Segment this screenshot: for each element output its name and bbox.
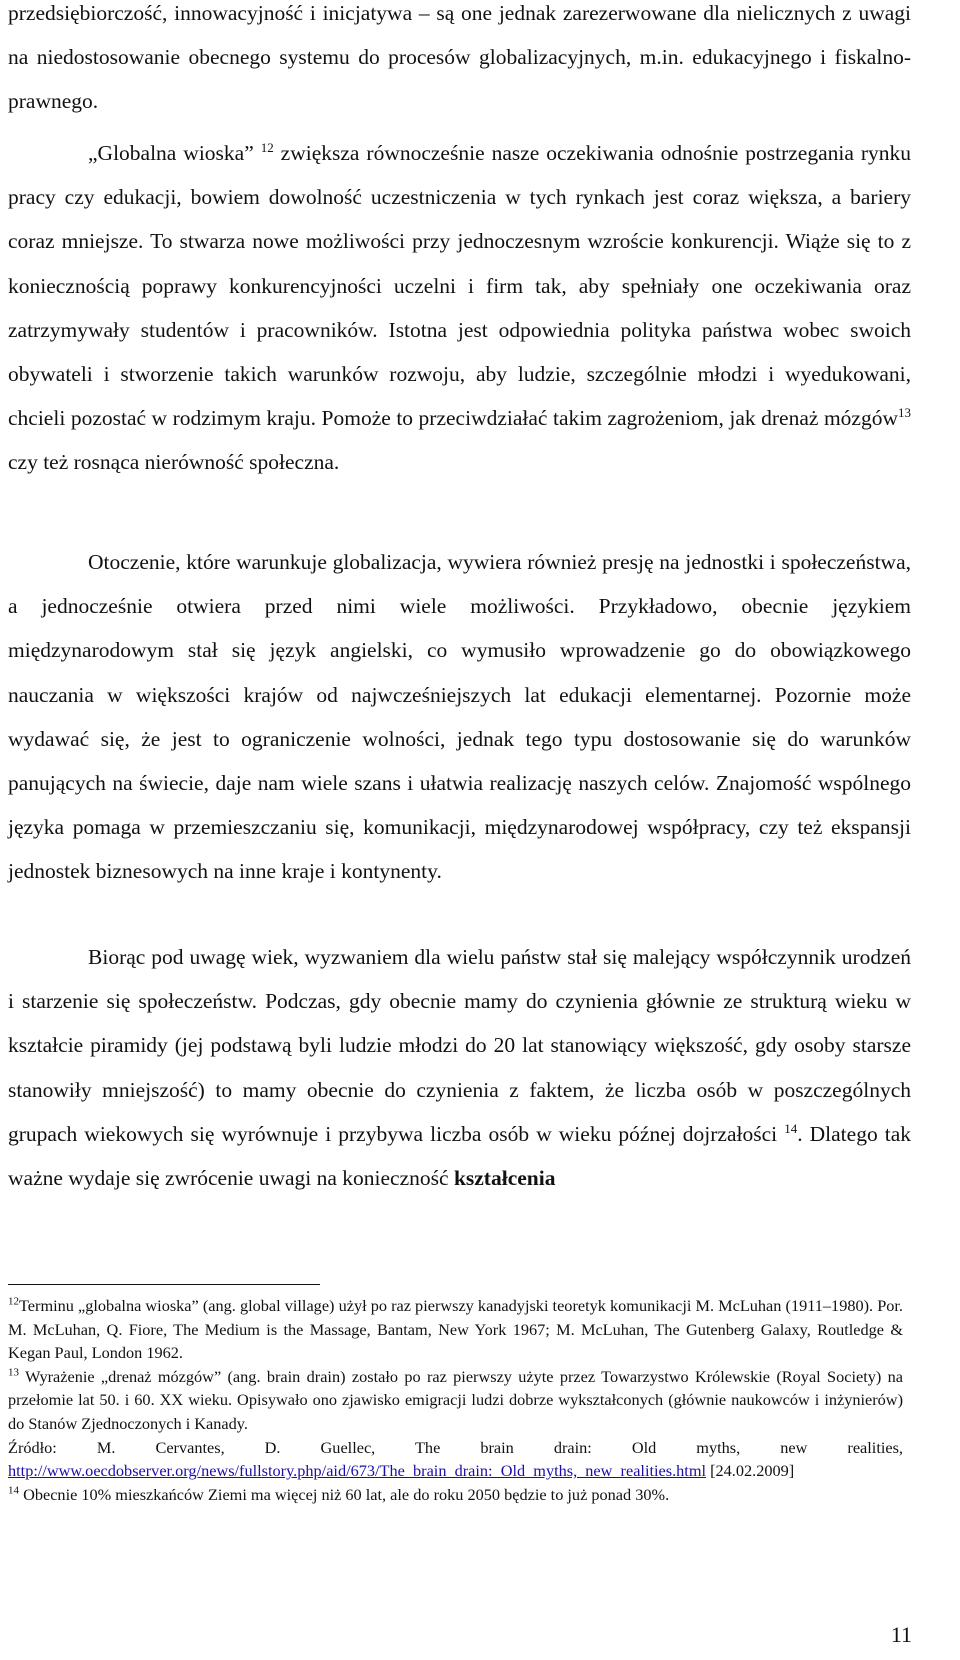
- footnote-14: [8, 1483, 903, 1507]
- footnote-text: Terminu „globalna wioska” (ang. global village) użył po raz pierwszy kanadyjski teoretyk komunikacji M. McLuhan (1911–1980). Por. M. McLuhan, Q. Fiore, The Medium is the Massage, Bantam, New York 1967; M. McLuhan, The Gutenberg Galaxy, Routledge & Kegan Paul, London 1962.: [8, 1296, 903, 1363]
- footnote-date: [24.02.2009]: [710, 1461, 795, 1481]
- footnote-text: Wyrażenie „drenaż mózgów” (ang. brain drain) zostało po raz pierwszy użyte przez Towarzystwo Królewskie (Royal Society) na przełomie lat 50. i 60. XX wieku. Opisywało ono zjawisko emigracji ludzi dobrze wykształconych (głównie naukowców i inżynierów) do Stanów Zjednoczonych i Kanady.: [8, 1366, 904, 1433]
- footnote-13: [8, 1365, 903, 1483]
- footnote-number: 14: [8, 1484, 19, 1497]
- p1-part-a: „Globalna wioska”: [88, 141, 254, 165]
- footnote-text: Obecnie 10% mieszkańców Ziemi ma więcej niż 60 lat, ale do roku 2050 będzie to już ponad 30%.: [23, 1484, 670, 1504]
- paragraph-environment: Otoczenie, które warunkuje globalizacja, wywiera również presję na jednostki i społeczeństwa, a jednocześnie otwiera przed nimi wiele możliwości. Przykładowo, obecnie językiem międzynarodowym stał się język angielski, co wymusiło wprowadzenie go do obowiązkowego nauczania w większości krajów od najwcześniejszych lat edukacji elementarnej. Pozornie może wydawać się, że jest to ograniczenie wolności, jednak tego typu dostosowanie się do warunków panujących na świecie, daje nam wiele szans i ułatwia realizację naszych celów. Znajomość wspólnego języka pomaga w przemieszczaniu się, komunikacji, międzynarodowej współpracy, czy też ekspansji jednostek biznesowych na inne kraje i kontynenty.: [8, 550, 911, 884]
- footnote-ref-12[interactable]: 12: [260, 139, 274, 155]
- p1-part-b: zwiększa równocześnie nasze oczekiwania odnośnie postrzegania rynku pracy czy edukacji, bowiem dowolność uczestniczenia w tych rynkach jest coraz większa, a bariery coraz mniejsze. To stwarza nowe możliwości przy jednoczesnym wzroście konkurencji. Wiąże się to z koniecznością poprawy konkurencyjności uczelni i firm tak, aby spełniały one oczekiwania oraz zatrzymywały studentów i pracowników. Istotna jest odpowiednia polityka państwa wobec swoich obywateli i stworzenie takich warunków rozwoju, aby ludzie, szczególnie młodzi i wyedukowani, chcieli pozostać w rodzimym kraju. Pomoże to przeciwdziałać takim zagrożeniom, jak drenaż mózgów: [8, 141, 911, 431]
- p1-part-c: czy też rosnąca nierówność społeczna.: [8, 450, 340, 475]
- footnote-number: 12: [8, 1295, 19, 1308]
- footnote-separator: [8, 1284, 320, 1285]
- footnote-ref-13[interactable]: 13: [898, 405, 911, 421]
- footnote-source: Źródło: M. Cervantes, D. Guellec, The brain drain: Old myths, new realities,: [8, 1437, 903, 1457]
- source-link[interactable]: http://www.oecdobserver.org/news/fullstory.php/aid/673/The_brain_drain:_Old_myths,_new_realities.html: [8, 1461, 707, 1481]
- paragraph-age: [8, 935, 911, 1200]
- p3-part-a: Biorąc pod uwagę wiek, wyzwaniem dla wielu państw stał się malejący współczynnik urodzeń i starzenie się społeczeństw. Podczas, gdy obecnie mamy do czynienia głównie ze strukturą wieku w kształcie piramidy (jej podstawą byli ludzie młodzi do 20 lat stanowiący większość, gdy osoby starsze stanowiły mniejszość) to mamy obecnie do czynienia z faktem, że liczba osób w poszczególnych grupach wiekowych się wyrównuje i przybywa liczba osób w wieku późnej dojrzałości: [8, 945, 911, 1146]
- p3-part-b: . Dlatego tak ważne wydaje się zwrócenie uwagi na konieczność: [8, 1121, 912, 1191]
- footnote-12: [8, 1294, 903, 1365]
- p3-bold-word: kształcenia: [453, 1166, 556, 1191]
- footnote-ref-14[interactable]: 14: [784, 1120, 798, 1136]
- footnotes-section: [8, 1294, 903, 1506]
- paragraph-global-village: [8, 131, 911, 485]
- footnote-number: 13: [8, 1366, 19, 1379]
- paragraph-top: przedsiębiorczość, innowacyjność i inicjatywa – są one jednak zarezerwowane dla nielicznych z uwagi na niedostosowanie obecnego systemu do procesów globalizacyjnych, m.in. edukacyjnego i fiskalno-prawnego.: [8, 1, 911, 114]
- page-number: 11: [890, 1622, 912, 1647]
